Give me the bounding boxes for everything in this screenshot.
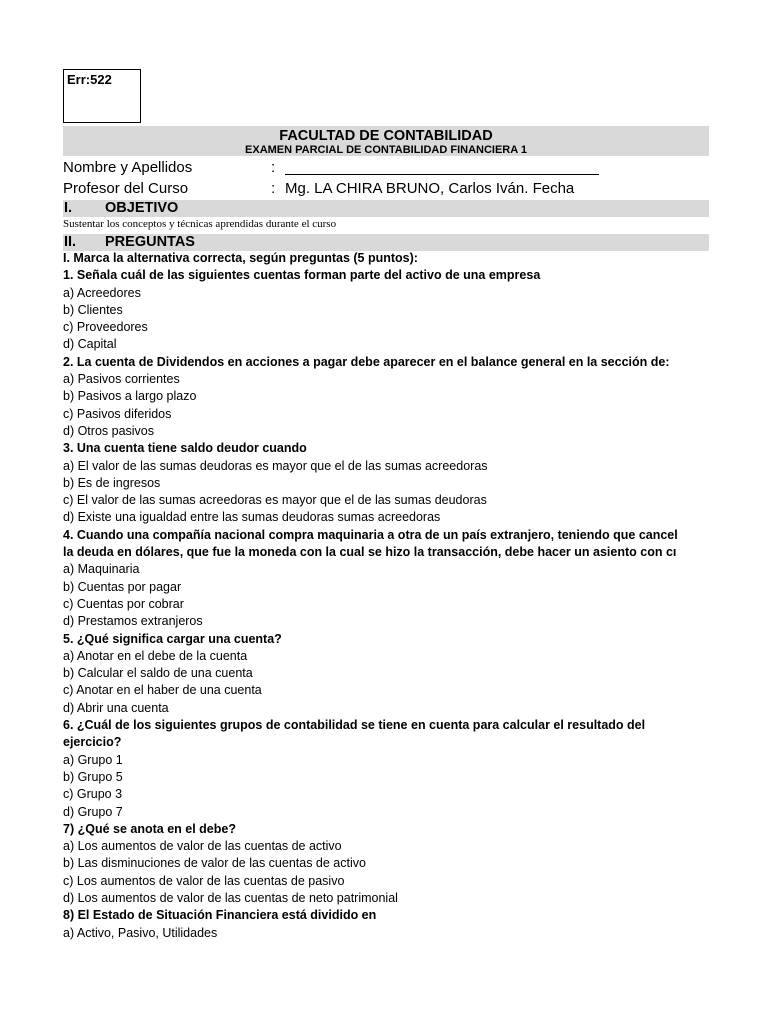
objective-section-header xyxy=(63,200,709,217)
teacher-colon: : xyxy=(271,180,276,197)
name-label: Nombre y Apellidos xyxy=(63,159,193,176)
answer-option: c) Proveedores xyxy=(63,320,148,335)
answer-option: c) Los aumentos de valor de las cuentas de pasivo xyxy=(63,873,345,888)
answer-option: b) Pasivos a largo plazo xyxy=(63,389,197,404)
exam-subtitle: EXAMEN PARCIAL DE CONTABILIDAD FINANCIERA 1 xyxy=(245,144,527,156)
question-line: 2. La cuenta de Dividendos en acciones a pagar debe aparecer en el balance general en la sección de: xyxy=(63,354,670,369)
answer-option: b) Las disminuciones de valor de las cuentas de activo xyxy=(63,856,366,871)
question-line: I. Marca la alternativa correcta, según preguntas (5 puntos): xyxy=(63,251,418,265)
answer-option: d) Los aumentos de valor de las cuentas de neto patrimonial xyxy=(63,890,398,905)
answer-option: d) Existe una igualdad entre las sumas deudoras sumas acreedoras xyxy=(63,510,441,525)
objective-number: I. xyxy=(64,200,73,216)
answer-option: b) Grupo 5 xyxy=(63,769,123,784)
answer-option: b) Cuentas por pagar xyxy=(63,579,182,594)
title-band xyxy=(63,126,709,156)
questions-list xyxy=(63,250,683,942)
question-line: 6. ¿Cuál de los siguientes grupos de contabilidad se tiene en cuenta para calcular el resultado del xyxy=(63,718,646,733)
answer-option: c) Pasivos diferidos xyxy=(63,406,172,421)
answer-option: a) Grupo 1 xyxy=(63,752,123,767)
name-colon: : xyxy=(271,159,276,176)
question-line: 4. Cuando una compañía nacional compra maquinaria a otra de un país extranjero, teniendo que cancel xyxy=(63,527,678,542)
error-cell-text: Err:522 xyxy=(67,72,112,87)
answer-option: a) Maquinaria xyxy=(63,562,140,577)
answer-option: b) Calcular el saldo de una cuenta xyxy=(63,666,253,681)
answer-option: d) Capital xyxy=(63,337,117,352)
answer-option: d) Grupo 7 xyxy=(63,804,123,819)
error-cell xyxy=(63,69,141,123)
objective-text: Sustentar los conceptos y técnicas aprendidas durante el curso xyxy=(63,218,337,230)
teacher-label: Profesor del Curso xyxy=(63,180,189,197)
question-line: 8) El Estado de Situación Financiera está dividido en xyxy=(63,908,377,923)
answer-option: c) Grupo 3 xyxy=(63,787,123,802)
question-line: 5. ¿Qué significa cargar una cuenta? xyxy=(63,631,282,646)
answer-option: a) Acreedores xyxy=(63,285,141,300)
objective-title: OBJETIVO xyxy=(105,200,179,216)
answer-option: d) Abrir una cuenta xyxy=(63,700,169,715)
questions-number: II. xyxy=(64,234,77,250)
question-line: 3. Una cuenta tiene saldo deudor cuando xyxy=(63,441,307,456)
answer-option: c) Cuentas por cobrar xyxy=(63,596,184,611)
teacher-value: Mg. LA CHIRA BRUNO, Carlos Iván. Fecha xyxy=(285,180,575,197)
faculty-title: FACULTAD DE CONTABILIDAD xyxy=(279,128,493,144)
question-line: la deuda en dólares, que fue la moneda con la cual se hizo la transacción, debe hacer un asiento con cı xyxy=(63,545,677,560)
question-line: 1. Señala cuál de las siguientes cuentas forman parte del activo de una empresa xyxy=(63,268,541,283)
answer-option: c) El valor de las sumas acreedoras es mayor que el de las sumas deudoras xyxy=(63,493,487,508)
answer-option: c) Anotar en el haber de una cuenta xyxy=(63,683,262,698)
answer-option: d) Otros pasivos xyxy=(63,423,155,438)
answer-option: a) El valor de las sumas deudoras es mayor que el de las sumas acreedoras xyxy=(63,458,488,473)
question-line: ejercicio? xyxy=(63,735,122,750)
answer-option: b) Es de ingresos xyxy=(63,475,161,490)
answer-option: a) Los aumentos de valor de las cuentas de activo xyxy=(63,839,342,854)
questions-section-header xyxy=(63,234,709,251)
answer-option: a) Activo, Pasivo, Utilidades xyxy=(63,925,218,940)
name-input-line[interactable] xyxy=(285,174,599,175)
answer-option: d) Prestamos extranjeros xyxy=(63,614,203,629)
question-line: 7) ¿Qué se anota en el debe? xyxy=(63,821,236,836)
questions-title: PREGUNTAS xyxy=(105,234,195,250)
answer-option: b) Clientes xyxy=(63,302,123,317)
answer-option: a) Pasivos corrientes xyxy=(63,372,180,387)
answer-option: a) Anotar en el debe de la cuenta xyxy=(63,648,248,663)
